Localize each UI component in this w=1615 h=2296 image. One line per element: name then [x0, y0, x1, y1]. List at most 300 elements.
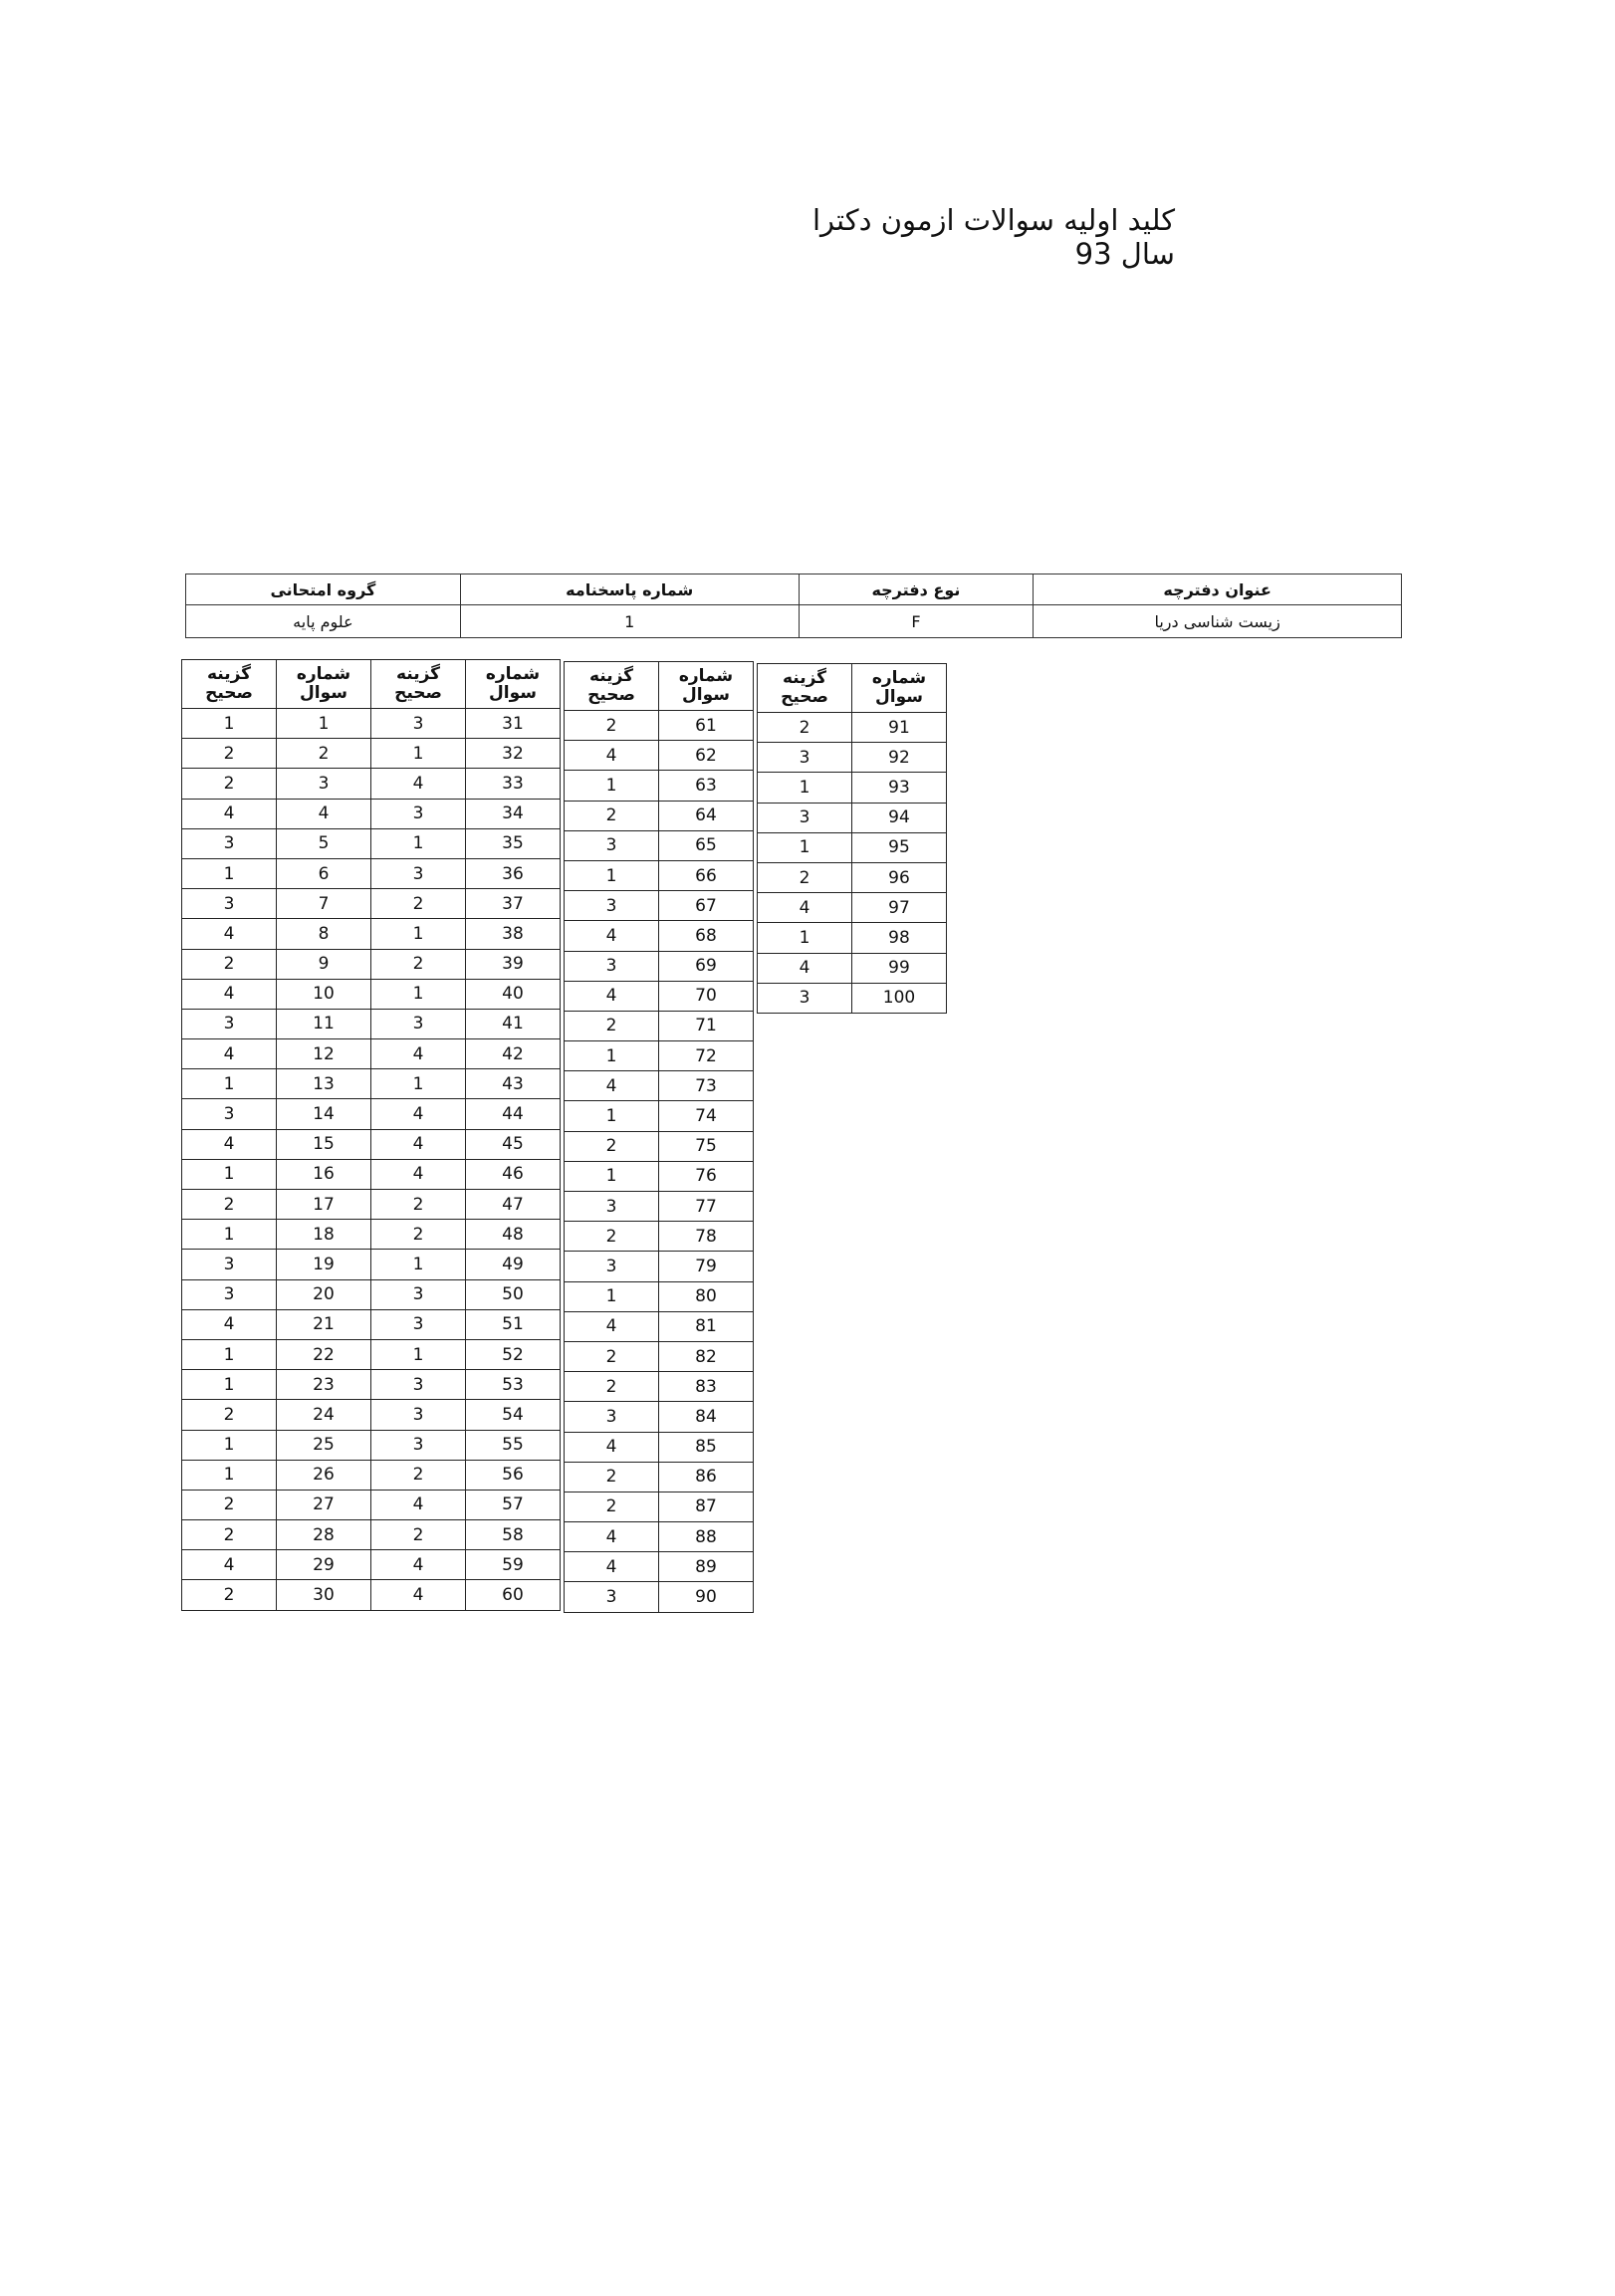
- question-number: 91: [852, 713, 947, 743]
- correct-answer: 1: [371, 739, 466, 769]
- correct-answer: 1: [565, 771, 659, 801]
- correct-answer: 2: [371, 1220, 466, 1250]
- correct-answer: 1: [182, 709, 277, 739]
- question-number: 62: [659, 741, 754, 771]
- correct-answer: 3: [758, 983, 852, 1013]
- question-number: 88: [659, 1522, 754, 1552]
- question-number: 63: [659, 771, 754, 801]
- question-number: 24: [277, 1400, 371, 1430]
- table-row: [182, 1190, 371, 1220]
- correct-answer: 1: [182, 1220, 277, 1250]
- question-number: 59: [466, 1550, 561, 1580]
- table-row: [182, 1430, 371, 1460]
- question-number-header: شماره سوال: [659, 662, 754, 711]
- table-row: [182, 1460, 371, 1490]
- question-number: 100: [852, 983, 947, 1013]
- question-number: 17: [277, 1190, 371, 1220]
- correct-answer: 1: [182, 1069, 277, 1099]
- question-number: 32: [466, 739, 561, 769]
- correct-answer: 4: [758, 893, 852, 923]
- correct-answer: 3: [371, 709, 466, 739]
- correct-answer: 2: [758, 862, 852, 892]
- question-number: 1: [277, 709, 371, 739]
- table-row: [565, 1402, 754, 1432]
- question-number: 15: [277, 1129, 371, 1159]
- correct-answer: 4: [565, 1071, 659, 1101]
- question-number: 13: [277, 1069, 371, 1099]
- correct-answer: 4: [565, 1432, 659, 1462]
- table-row: [565, 801, 754, 830]
- table-row: [565, 1341, 754, 1371]
- question-number: 4: [277, 799, 371, 828]
- table-row: [565, 860, 754, 890]
- correct-answer: 2: [565, 801, 659, 830]
- answer-key-table: [370, 659, 561, 1611]
- question-number: 26: [277, 1460, 371, 1490]
- table-row: [371, 1220, 561, 1250]
- correct-answer: 2: [182, 769, 277, 799]
- table-row: [182, 1520, 371, 1550]
- correct-answer: 3: [182, 1009, 277, 1038]
- exam-group-header: گروه امتحانی: [186, 574, 461, 605]
- question-number: 48: [466, 1220, 561, 1250]
- table-row: [565, 1281, 754, 1311]
- correct-answer: 1: [758, 832, 852, 862]
- answer-key-header-row: [758, 664, 947, 713]
- correct-answer: 3: [371, 799, 466, 828]
- booklet-type-value: F: [799, 605, 1034, 638]
- table-row: [182, 858, 371, 888]
- question-number: 95: [852, 832, 947, 862]
- question-number: 97: [852, 893, 947, 923]
- question-number: 57: [466, 1490, 561, 1519]
- question-number: 77: [659, 1192, 754, 1222]
- booklet-type-header: نوع دفترچه: [799, 574, 1034, 605]
- table-row: [182, 1220, 371, 1250]
- question-number: 6: [277, 858, 371, 888]
- question-number: 87: [659, 1492, 754, 1521]
- question-number: 54: [466, 1400, 561, 1430]
- question-number: 28: [277, 1520, 371, 1550]
- question-number: 12: [277, 1039, 371, 1069]
- correct-answer: 4: [182, 1129, 277, 1159]
- table-row: [758, 773, 947, 803]
- table-row: [758, 743, 947, 773]
- exam-info-header-row: [186, 574, 1402, 605]
- correct-answer: 2: [182, 1520, 277, 1550]
- table-row: [565, 1432, 754, 1462]
- exam-info-value-row: [186, 605, 1402, 638]
- table-row: [758, 713, 947, 743]
- table-row: [182, 828, 371, 858]
- question-number: 47: [466, 1190, 561, 1220]
- correct-answer: 2: [371, 949, 466, 979]
- correct-answer: 3: [565, 1252, 659, 1281]
- correct-answer: 2: [371, 1520, 466, 1550]
- table-row: [371, 1370, 561, 1400]
- correct-answer: 1: [371, 979, 466, 1009]
- correct-answer: 1: [371, 1339, 466, 1369]
- question-number: 38: [466, 919, 561, 949]
- correct-answer: 1: [758, 923, 852, 953]
- table-row: [565, 1492, 754, 1521]
- table-row: [182, 889, 371, 919]
- correct-answer: 2: [565, 1492, 659, 1521]
- question-number: 90: [659, 1582, 754, 1612]
- question-number: 71: [659, 1011, 754, 1040]
- correct-answer: 3: [182, 1099, 277, 1129]
- correct-answer: 3: [565, 830, 659, 860]
- correct-answer: 3: [758, 803, 852, 832]
- table-row: [182, 1039, 371, 1069]
- question-number: 20: [277, 1279, 371, 1309]
- table-row: [182, 1339, 371, 1369]
- table-row: [182, 739, 371, 769]
- question-number: 64: [659, 801, 754, 830]
- correct-answer: 3: [371, 1009, 466, 1038]
- question-number: 11: [277, 1009, 371, 1038]
- question-number: 7: [277, 889, 371, 919]
- question-number: 18: [277, 1220, 371, 1250]
- question-number-header: شماره سوال: [466, 660, 561, 709]
- table-row: [182, 1309, 371, 1339]
- booklet-title-value: زیست شناسی دریا: [1034, 605, 1402, 638]
- correct-answer: 1: [182, 1430, 277, 1460]
- table-row: [565, 921, 754, 951]
- table-row: [182, 1099, 371, 1129]
- question-number: 61: [659, 711, 754, 741]
- question-number: 14: [277, 1099, 371, 1129]
- question-number: 86: [659, 1462, 754, 1492]
- correct-answer: 4: [565, 921, 659, 951]
- table-row: [565, 1131, 754, 1161]
- question-number: 76: [659, 1161, 754, 1191]
- table-row: [182, 799, 371, 828]
- correct-answer: 2: [182, 1400, 277, 1430]
- answer-key-header-row: [182, 660, 371, 709]
- table-row: [182, 1279, 371, 1309]
- table-row: [371, 1490, 561, 1519]
- table-row: [182, 1250, 371, 1279]
- table-row: [371, 1190, 561, 1220]
- correct-answer: 2: [182, 949, 277, 979]
- correct-answer: 3: [565, 1402, 659, 1432]
- correct-answer: 4: [371, 769, 466, 799]
- correct-answer: 4: [182, 799, 277, 828]
- table-row: [565, 1041, 754, 1071]
- table-row: [565, 1192, 754, 1222]
- table-row: [182, 1580, 371, 1610]
- table-row: [371, 1460, 561, 1490]
- correct-answer: 4: [371, 1129, 466, 1159]
- answer-sheet-number-value: 1: [460, 605, 799, 638]
- question-number: 21: [277, 1309, 371, 1339]
- question-number: 51: [466, 1309, 561, 1339]
- question-number-header: شماره سوال: [852, 664, 947, 713]
- correct-answer: 1: [758, 773, 852, 803]
- table-row: [182, 709, 371, 739]
- question-number: 9: [277, 949, 371, 979]
- question-number: 50: [466, 1279, 561, 1309]
- correct-answer: 3: [371, 858, 466, 888]
- question-number: 84: [659, 1402, 754, 1432]
- correct-answer: 3: [758, 743, 852, 773]
- table-row: [565, 1101, 754, 1131]
- table-row: [371, 1400, 561, 1430]
- question-number: 93: [852, 773, 947, 803]
- correct-answer: 3: [182, 889, 277, 919]
- question-number: 75: [659, 1131, 754, 1161]
- question-number: 34: [466, 799, 561, 828]
- question-number: 8: [277, 919, 371, 949]
- correct-answer: 4: [565, 981, 659, 1011]
- question-number: 43: [466, 1069, 561, 1099]
- correct-answer: 1: [182, 1339, 277, 1369]
- correct-answer: 3: [371, 1309, 466, 1339]
- question-number: 83: [659, 1372, 754, 1402]
- table-row: [565, 741, 754, 771]
- table-row: [371, 1099, 561, 1129]
- correct-answer: 3: [182, 1250, 277, 1279]
- table-row: [565, 1462, 754, 1492]
- question-number-header: شماره سوال: [277, 660, 371, 709]
- question-number: 36: [466, 858, 561, 888]
- correct-answer: 1: [182, 1460, 277, 1490]
- question-number: 52: [466, 1339, 561, 1369]
- table-row: [182, 1550, 371, 1580]
- question-number: 27: [277, 1490, 371, 1519]
- correct-answer: 3: [182, 1279, 277, 1309]
- question-number: 33: [466, 769, 561, 799]
- question-number: 98: [852, 923, 947, 953]
- exam-info-table: [185, 574, 1402, 638]
- correct-answer: 4: [371, 1580, 466, 1610]
- table-row: [565, 1582, 754, 1612]
- question-number: 68: [659, 921, 754, 951]
- table-row: [371, 1309, 561, 1339]
- correct-answer: 2: [565, 1372, 659, 1402]
- correct-answer: 2: [565, 1222, 659, 1252]
- question-number: 94: [852, 803, 947, 832]
- question-number: 10: [277, 979, 371, 1009]
- correct-answer: 4: [182, 919, 277, 949]
- correct-answer: 1: [371, 1250, 466, 1279]
- correct-answer: 1: [371, 1069, 466, 1099]
- table-row: [371, 1129, 561, 1159]
- question-number: 89: [659, 1552, 754, 1582]
- question-number: 19: [277, 1250, 371, 1279]
- table-row: [182, 949, 371, 979]
- table-row: [182, 919, 371, 949]
- question-number: 99: [852, 953, 947, 983]
- question-number: 16: [277, 1159, 371, 1189]
- table-row: [565, 830, 754, 860]
- question-number: 69: [659, 951, 754, 981]
- table-row: [371, 828, 561, 858]
- answer-key-header-row: [371, 660, 561, 709]
- table-row: [371, 1550, 561, 1580]
- exam-group-value: علوم پایه: [186, 605, 461, 638]
- correct-answer: 4: [565, 1552, 659, 1582]
- question-number: 46: [466, 1159, 561, 1189]
- correct-answer: 4: [371, 1550, 466, 1580]
- question-number: 53: [466, 1370, 561, 1400]
- table-row: [758, 803, 947, 832]
- correct-answer: 2: [182, 739, 277, 769]
- question-number: 66: [659, 860, 754, 890]
- correct-answer: 3: [371, 1279, 466, 1309]
- correct-answer: 4: [565, 1311, 659, 1341]
- correct-answer: 1: [371, 919, 466, 949]
- table-row: [565, 981, 754, 1011]
- question-number: 23: [277, 1370, 371, 1400]
- table-row: [371, 858, 561, 888]
- correct-answer: 4: [182, 1309, 277, 1339]
- correct-answer: 1: [565, 1161, 659, 1191]
- table-row: [182, 1400, 371, 1430]
- table-row: [371, 1159, 561, 1189]
- table-row: [182, 1490, 371, 1519]
- correct-answer: 2: [565, 1462, 659, 1492]
- question-number: 29: [277, 1550, 371, 1580]
- correct-answer: 1: [182, 858, 277, 888]
- correct-answer: 2: [565, 1131, 659, 1161]
- answer-key-table: [181, 659, 371, 1611]
- correct-answer: 4: [371, 1039, 466, 1069]
- correct-answer: 2: [758, 713, 852, 743]
- table-row: [565, 1071, 754, 1101]
- booklet-title-header: عنوان دفترچه: [1034, 574, 1402, 605]
- table-row: [182, 979, 371, 1009]
- correct-answer: 3: [371, 1370, 466, 1400]
- correct-answer: 4: [371, 1099, 466, 1129]
- correct-answer: 2: [565, 1341, 659, 1371]
- table-row: [371, 1430, 561, 1460]
- question-number: 73: [659, 1071, 754, 1101]
- table-row: [371, 919, 561, 949]
- correct-answer: 2: [371, 1460, 466, 1490]
- table-row: [758, 832, 947, 862]
- correct-answer: 3: [182, 828, 277, 858]
- page-title: کلید اولیه سوالات ازمون دکترا سال 93: [811, 203, 1175, 271]
- correct-answer-header: گزینه صحیح: [371, 660, 466, 709]
- table-row: [565, 1522, 754, 1552]
- correct-answer: 3: [565, 1192, 659, 1222]
- correct-answer: 4: [371, 1490, 466, 1519]
- question-number: 92: [852, 743, 947, 773]
- correct-answer: 1: [182, 1159, 277, 1189]
- correct-answer: 4: [758, 953, 852, 983]
- table-row: [565, 1372, 754, 1402]
- correct-answer: 1: [371, 828, 466, 858]
- question-number: 42: [466, 1039, 561, 1069]
- question-number: 39: [466, 949, 561, 979]
- correct-answer: 1: [565, 1281, 659, 1311]
- table-row: [371, 1279, 561, 1309]
- question-number: 56: [466, 1460, 561, 1490]
- question-number: 22: [277, 1339, 371, 1369]
- correct-answer: 3: [371, 1430, 466, 1460]
- question-number: 40: [466, 979, 561, 1009]
- question-number: 96: [852, 862, 947, 892]
- correct-answer-header: گزینه صحیح: [182, 660, 277, 709]
- table-row: [565, 951, 754, 981]
- correct-answer-header: گزینه صحیح: [565, 662, 659, 711]
- table-row: [371, 1339, 561, 1369]
- question-number: 67: [659, 891, 754, 921]
- correct-answer: 2: [565, 711, 659, 741]
- question-number: 49: [466, 1250, 561, 1279]
- correct-answer: 1: [182, 1370, 277, 1400]
- table-row: [371, 889, 561, 919]
- table-row: [758, 953, 947, 983]
- correct-answer: 4: [182, 1039, 277, 1069]
- answer-key-header-row: [565, 662, 754, 711]
- table-row: [565, 891, 754, 921]
- question-number: 3: [277, 769, 371, 799]
- table-row: [371, 799, 561, 828]
- table-row: [565, 711, 754, 741]
- table-row: [371, 1009, 561, 1038]
- table-row: [371, 1039, 561, 1069]
- question-number: 41: [466, 1009, 561, 1038]
- table-row: [371, 1069, 561, 1099]
- table-row: [371, 1250, 561, 1279]
- correct-answer-header: گزینه صحیح: [758, 664, 852, 713]
- table-row: [182, 1009, 371, 1038]
- question-number: 65: [659, 830, 754, 860]
- table-row: [565, 1222, 754, 1252]
- correct-answer: 1: [565, 1041, 659, 1071]
- table-row: [371, 1520, 561, 1550]
- correct-answer: 3: [565, 891, 659, 921]
- question-number: 30: [277, 1580, 371, 1610]
- table-row: [758, 862, 947, 892]
- table-row: [565, 1252, 754, 1281]
- table-row: [565, 1552, 754, 1582]
- question-number: 85: [659, 1432, 754, 1462]
- question-number: 72: [659, 1041, 754, 1071]
- table-row: [371, 1580, 561, 1610]
- table-row: [182, 1159, 371, 1189]
- correct-answer: 2: [565, 1011, 659, 1040]
- correct-answer: 1: [565, 1101, 659, 1131]
- question-number: 25: [277, 1430, 371, 1460]
- table-row: [182, 1069, 371, 1099]
- question-number: 45: [466, 1129, 561, 1159]
- correct-answer: 3: [565, 951, 659, 981]
- correct-answer: 4: [182, 979, 277, 1009]
- question-number: 58: [466, 1520, 561, 1550]
- correct-answer: 2: [371, 1190, 466, 1220]
- table-row: [182, 769, 371, 799]
- table-row: [758, 923, 947, 953]
- correct-answer: 4: [565, 1522, 659, 1552]
- table-row: [565, 1311, 754, 1341]
- question-number: 60: [466, 1580, 561, 1610]
- table-row: [565, 771, 754, 801]
- correct-answer: 3: [371, 1400, 466, 1430]
- correct-answer: 2: [182, 1490, 277, 1519]
- answer-key-table: [564, 661, 754, 1613]
- table-row: [758, 893, 947, 923]
- question-number: 35: [466, 828, 561, 858]
- correct-answer: 1: [565, 860, 659, 890]
- table-row: [182, 1129, 371, 1159]
- table-row: [758, 983, 947, 1013]
- question-number: 70: [659, 981, 754, 1011]
- question-number: 37: [466, 889, 561, 919]
